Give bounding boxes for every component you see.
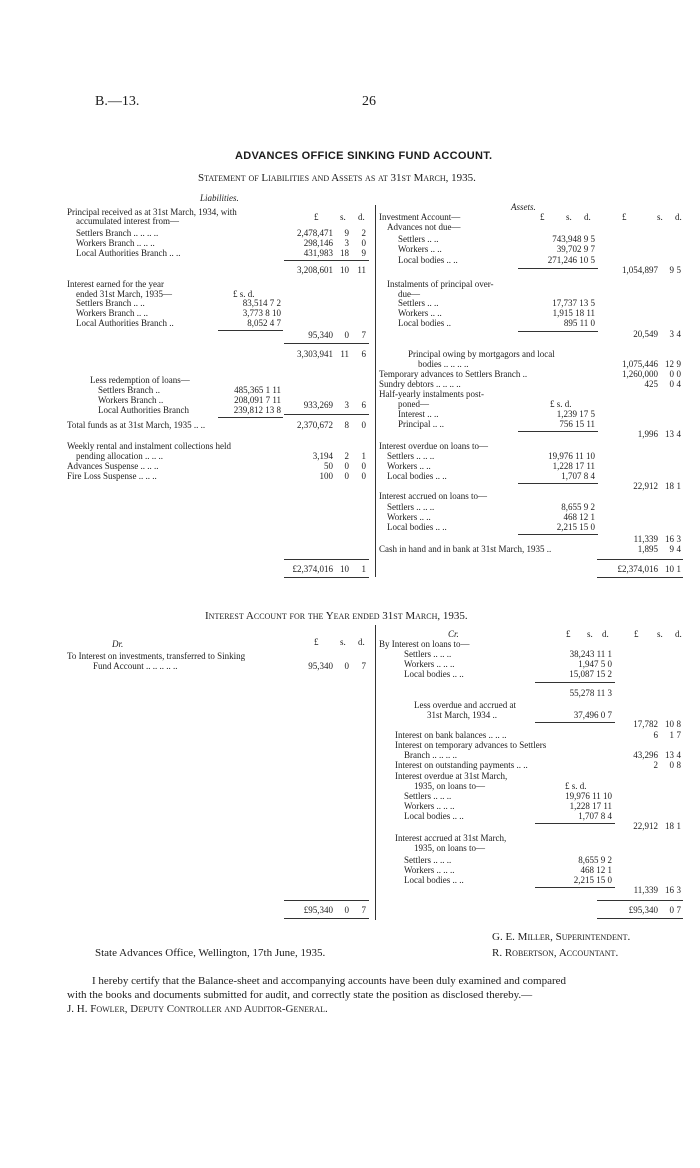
inst-settlers-value: 17,737 13 5 xyxy=(552,298,595,308)
page-number: 26 xyxy=(362,94,376,109)
overdue-total-pounds: 22,912 xyxy=(633,481,658,491)
loans-settlers-label: Settlers .. .. .. xyxy=(404,649,452,659)
cr-accrued-settlers-label: Settlers .. .. .. xyxy=(404,855,452,865)
loans-local-value: 15,087 15 2 xyxy=(569,669,612,679)
outstanding-payments-pounds: 2 xyxy=(653,760,658,770)
cr-accrued-workers-value: 468 12 1 xyxy=(580,865,612,875)
rule xyxy=(518,483,598,484)
redemption-total-pence: 6 xyxy=(361,400,366,410)
rule xyxy=(284,414,369,415)
overdue-local-value: 1,707 8 4 xyxy=(561,471,595,481)
total-funds-pence: 0 xyxy=(361,420,366,430)
less-overdue-heading: Less overdue and accrued at xyxy=(414,700,516,710)
accrued-heading: Interest accrued on loans to— xyxy=(379,491,487,501)
dr-grand-shillings: 0 xyxy=(344,905,349,915)
interest-workers-label: Workers Branch .. .. xyxy=(76,308,149,318)
assets-inner-pence-header: d. xyxy=(584,212,591,222)
accrued-local-value: 2,215 15 0 xyxy=(556,522,595,532)
redemption-workers-value: 208,091 7 11 xyxy=(234,395,281,405)
rule xyxy=(284,900,369,901)
redemption-local-label: Local Authorities Branch xyxy=(98,405,189,415)
assets-outer-shilling-header: s. xyxy=(657,212,663,222)
advances-suspense-shillings: 0 xyxy=(344,461,349,471)
dr-pound-header: £ xyxy=(314,637,319,647)
principal-total-pence: 11 xyxy=(357,265,366,275)
rule xyxy=(597,900,683,901)
rule xyxy=(518,431,598,432)
redemption-local-value: 239,812 13 8 xyxy=(233,405,281,415)
temp-advances-interest-shillings: 13 xyxy=(665,750,674,760)
column-divider xyxy=(375,625,376,920)
accrued-total-shillings: 16 xyxy=(665,534,674,544)
dr-grand-pounds: £95,340 xyxy=(303,905,333,915)
interest-total-pounds: 95,340 xyxy=(308,330,333,340)
cash-pounds: 1,895 xyxy=(637,544,658,554)
liab-shilling-header: s. xyxy=(340,212,346,222)
bank-balances-pence: 7 xyxy=(676,730,681,740)
half-interest-label: Interest .. .. xyxy=(398,409,439,419)
sundry-debtors-label: Sundry debtors .. .. .. .. xyxy=(379,379,461,389)
interest-settlers-value: 83,514 7 2 xyxy=(242,298,281,308)
accrued-local-label: Local bodies .. .. xyxy=(387,522,447,532)
temp-advances-interest-label: Interest on temporary advances to Settlers xyxy=(395,740,547,750)
advances-suspense-label: Advances Suspense .. .. .. xyxy=(67,461,159,471)
mortgagors-sub: bodies .. .. .. .. xyxy=(418,359,469,369)
accrued-total-pence: 3 xyxy=(676,534,681,544)
loans-net-pounds: 17,782 xyxy=(633,719,658,729)
redemption-total-pounds: 933,269 xyxy=(303,400,333,410)
liabilities-heading: Liabilities. xyxy=(200,193,239,203)
investment-heading: Investment Account— xyxy=(379,212,461,222)
cr-overdue-workers-value: 1,228 17 11 xyxy=(569,801,612,811)
liab-pence-header: d. xyxy=(358,212,365,222)
interest-settlers-label: Settlers Branch .. .. xyxy=(76,298,145,308)
loans-net-shillings: 10 xyxy=(665,719,674,729)
temp-advances-interest-sub: Branch .. .. .. .. xyxy=(404,750,457,760)
interest-earned-sub: ended 31st March, 1935— xyxy=(76,289,172,299)
cr-overdue-total-pence: 1 xyxy=(676,821,681,831)
half-yearly-currency: £ s. d. xyxy=(550,399,572,409)
assets-heading: Assets. xyxy=(511,202,536,212)
cr-accrued-total-shillings: 16 xyxy=(665,885,674,895)
principal-settlers-pence: 2 xyxy=(361,228,366,238)
mortgagors-pounds: 1,075,446 xyxy=(622,359,658,369)
credit-heading: Cr. xyxy=(448,629,459,639)
principal-total-pounds: 3,208,601 xyxy=(297,265,333,275)
cr-outer-pence-header: d. xyxy=(675,629,682,639)
overdue-settlers-value: 19,976 11 10 xyxy=(548,451,595,461)
certificate-line-3: J. H. Fowler, Deputy Controller and Auditor-General. xyxy=(67,1003,328,1015)
cash-shillings: 9 xyxy=(669,544,674,554)
subtotal-pence: 6 xyxy=(361,349,366,359)
principal-local-label: Local Authorities Branch .. .. xyxy=(76,248,181,258)
half-principal-label: Principal .. .. xyxy=(398,419,444,429)
cr-overdue-total-pounds: 22,912 xyxy=(633,821,658,831)
cr-overdue-total-shillings: 18 xyxy=(665,821,674,831)
temporary-advances-label: Temporary advances to Settlers Branch .. xyxy=(379,369,528,379)
adv-settlers-label: Settlers .. .. xyxy=(398,234,439,244)
cr-overdue-settlers-label: Settlers .. .. .. xyxy=(404,791,452,801)
loans-workers-value: 1,947 5 0 xyxy=(578,659,612,669)
adv-local-label: Local bodies .. .. xyxy=(398,255,458,265)
dr-shilling-header: s. xyxy=(340,637,346,647)
interest-total-shillings: 0 xyxy=(344,330,349,340)
fire-loss-shillings: 0 xyxy=(344,471,349,481)
half-interest-value: 1,239 17 5 xyxy=(556,409,595,419)
cr-inner-pound-header: £ xyxy=(566,629,571,639)
dr-line-2: Fund Account .. .. .. .. .. xyxy=(93,661,178,671)
cr-grand-shillings: 0 xyxy=(669,905,674,915)
overdue-settlers-label: Settlers .. .. .. xyxy=(387,451,435,461)
loans-workers-label: Workers .. .. .. xyxy=(404,659,455,669)
rule xyxy=(284,343,369,344)
rule xyxy=(284,577,369,578)
adv-settlers-value: 743,948 9 5 xyxy=(552,234,595,244)
principal-settlers-label: Settlers Branch .. .. .. .. xyxy=(76,228,159,238)
bank-balances-shillings: 1 xyxy=(669,730,674,740)
outstanding-payments-label: Interest on outstanding payments .. .. xyxy=(395,760,528,770)
cash-label: Cash in hand and in bank at 31st March, 1935 .. xyxy=(379,544,552,554)
adv-total-pounds: 1,054,897 xyxy=(622,265,658,275)
mortgagors-pence: 9 xyxy=(676,359,681,369)
dr-pence-header: d. xyxy=(358,637,365,647)
principal-settlers-shillings: 9 xyxy=(344,228,349,238)
rule xyxy=(518,331,598,332)
principal-heading: Principal received as at 31st March, 1934, with xyxy=(67,207,237,217)
sundry-debtors-pounds: 425 xyxy=(644,379,658,389)
rule xyxy=(597,559,683,560)
rule xyxy=(218,417,283,418)
fire-loss-pounds: 100 xyxy=(319,471,333,481)
temporary-advances-shillings: 0 xyxy=(669,369,674,379)
half-principal-value: 756 15 11 xyxy=(559,419,595,429)
inst-total-pence: 4 xyxy=(676,329,681,339)
instalments-sub: due— xyxy=(398,289,420,299)
cash-pence: 4 xyxy=(676,544,681,554)
column-divider xyxy=(375,205,376,577)
rule xyxy=(597,918,683,919)
half-yearly-heading: Half-yearly instalments post- xyxy=(379,389,484,399)
redemption-workers-label: Workers Branch .. xyxy=(98,395,164,405)
inst-total-shillings: 3 xyxy=(669,329,674,339)
fire-loss-pence: 0 xyxy=(361,471,366,481)
assets-inner-pound-header: £ xyxy=(540,212,545,222)
cr-accrued-local-value: 2,215 15 0 xyxy=(573,875,612,885)
cr-accrued-local-label: Local bodies .. .. xyxy=(404,875,464,885)
accrued-settlers-value: 8,655 9 2 xyxy=(561,502,595,512)
temp-advances-interest-pence: 4 xyxy=(676,750,681,760)
outstanding-payments-shillings: 0 xyxy=(669,760,674,770)
adv-workers-value: 39,702 9 7 xyxy=(556,244,595,254)
dr-value-pounds: 95,340 xyxy=(308,661,333,671)
total-funds-shillings: 8 xyxy=(344,420,349,430)
redemption-heading: Less redemption of loans— xyxy=(90,375,190,385)
principal-settlers-pounds: 2,478,471 xyxy=(297,228,333,238)
interest-local-value: 8,052 4 7 xyxy=(247,318,281,328)
half-total-pounds: 1,996 xyxy=(637,429,658,439)
total-funds-pounds: 2,370,672 xyxy=(297,420,333,430)
redemption-settlers-value: 485,365 1 11 xyxy=(234,385,281,395)
rule xyxy=(518,534,598,535)
interest-earned-currency: £ s. d. xyxy=(233,289,255,299)
weekly-sub: pending allocation .. .. .. xyxy=(76,451,163,461)
instalments-heading: Instalments of principal over- xyxy=(387,279,494,289)
temp-advances-interest-pounds: 43,296 xyxy=(633,750,658,760)
loans-settlers-value: 38,243 11 1 xyxy=(569,649,612,659)
principal-local-pence: 9 xyxy=(361,248,366,258)
temporary-advances-pence: 0 xyxy=(676,369,681,379)
inst-local-value: 895 11 0 xyxy=(563,318,595,328)
inst-workers-label: Workers .. .. xyxy=(398,308,442,318)
principal-workers-label: Workers Branch .. .. .. xyxy=(76,238,155,248)
cr-outer-shilling-header: s. xyxy=(657,629,663,639)
accrued-workers-label: Workers .. .. xyxy=(387,512,431,522)
principal-local-shillings: 18 xyxy=(340,248,349,258)
loans-sum-value: 55,278 11 3 xyxy=(569,688,612,698)
inst-local-label: Local bodies .. xyxy=(398,318,451,328)
document-title: ADVANCES OFFICE SINKING FUND ACCOUNT. xyxy=(235,150,493,162)
cr-accrued-workers-label: Workers .. .. .. xyxy=(404,865,455,875)
total-funds-label: Total funds as at 31st March, 1935 .. .. xyxy=(67,420,206,430)
rule xyxy=(518,268,598,269)
subtotal-shillings: 11 xyxy=(340,349,349,359)
assets-grand-pounds: £2,374,016 xyxy=(617,564,658,574)
cr-inner-shilling-header: s. xyxy=(587,629,593,639)
adv-local-value: 271,246 10 5 xyxy=(547,255,595,265)
liab-pound-header: £ xyxy=(314,212,319,222)
inst-workers-value: 1,915 18 11 xyxy=(552,308,595,318)
cr-accrued-sub: 1935, on loans to— xyxy=(414,843,485,853)
bank-balances-label: Interest on bank balances .. .. .. xyxy=(395,730,507,740)
inst-settlers-label: Settlers .. .. xyxy=(398,298,439,308)
weekly-pounds: 3,194 xyxy=(312,451,333,461)
assets-outer-pound-header: £ xyxy=(622,212,627,222)
adv-total-pence: 5 xyxy=(676,265,681,275)
liabilities-grand-pounds: £2,374,016 xyxy=(292,564,333,574)
dr-value-pence: 7 xyxy=(361,661,366,671)
cr-overdue-local-label: Local bodies .. .. xyxy=(404,811,464,821)
liabilities-grand-shillings: 10 xyxy=(340,564,349,574)
inst-total-pounds: 20,549 xyxy=(633,329,658,339)
cr-accrued-settlers-value: 8,655 9 2 xyxy=(578,855,612,865)
cr-grand-pounds: £95,340 xyxy=(628,905,658,915)
cr-overdue-currency: £ s. d. xyxy=(565,781,587,791)
office-dateline: State Advances Office, Wellington, 17th June, 1935. xyxy=(95,947,326,959)
cr-overdue-workers-label: Workers .. .. .. xyxy=(404,801,455,811)
cr-outer-pound-header: £ xyxy=(634,629,639,639)
overdue-workers-value: 1,228 17 11 xyxy=(552,461,595,471)
rule xyxy=(535,682,615,683)
redemption-settlers-label: Settlers Branch .. xyxy=(98,385,160,395)
interest-earned-heading: Interest earned for the year xyxy=(67,279,164,289)
weekly-shillings: 2 xyxy=(344,451,349,461)
superintendent-signature: G. E. Miller, Superintendent. xyxy=(492,931,631,943)
accrued-workers-value: 468 12 1 xyxy=(563,512,595,522)
interest-account-subtitle: Interest Account for the Year ended 31st March, 1935. xyxy=(205,610,468,622)
assets-grand-pence: 1 xyxy=(676,564,681,574)
accrued-total-pounds: 11,339 xyxy=(633,534,658,544)
cr-overdue-heading: Interest overdue at 31st March, xyxy=(395,771,508,781)
interest-local-label: Local Authorities Branch .. xyxy=(76,318,174,328)
accrued-settlers-label: Settlers .. .. .. xyxy=(387,502,435,512)
assets-grand-shillings: 10 xyxy=(665,564,674,574)
half-total-pence: 4 xyxy=(676,429,681,439)
mortgagors-heading: Principal owing by mortgagors and local xyxy=(408,349,555,359)
cr-accrued-heading: Interest accrued at 31st March, xyxy=(395,833,507,843)
principal-workers-pounds: 298,146 xyxy=(303,238,333,248)
certificate-line-2: with the books and documents submitted for audit, and correctly state the position as disclosed thereby.— xyxy=(67,989,533,1001)
dr-grand-pence: 7 xyxy=(361,905,366,915)
cr-inner-pence-header: d. xyxy=(602,629,609,639)
overdue-workers-label: Workers .. .. xyxy=(387,461,431,471)
cr-overdue-settlers-value: 19,976 11 10 xyxy=(565,791,612,801)
weekly-label: Weekly rental and instalment collections held xyxy=(67,441,231,451)
liabilities-grand-pence: 1 xyxy=(361,564,366,574)
principal-local-pounds: 431,983 xyxy=(303,248,333,258)
overdue-local-label: Local bodies .. .. xyxy=(387,471,447,481)
bank-balances-pounds: 6 xyxy=(653,730,658,740)
less-overdue-sub: 31st March, 1934 .. xyxy=(427,710,497,720)
half-total-shillings: 13 xyxy=(665,429,674,439)
principal-workers-shillings: 3 xyxy=(344,238,349,248)
weekly-pence: 1 xyxy=(361,451,366,461)
overdue-total-shillings: 18 xyxy=(665,481,674,491)
fire-loss-label: Fire Loss Suspense .. .. .. xyxy=(67,471,157,481)
sundry-debtors-shillings: 0 xyxy=(669,379,674,389)
adv-workers-label: Workers .. .. xyxy=(398,244,442,254)
rule xyxy=(284,260,369,261)
interest-workers-value: 3,773 8 10 xyxy=(242,308,281,318)
page-reference: B.—13. xyxy=(95,94,140,109)
rule xyxy=(597,577,683,578)
interest-total-pence: 7 xyxy=(361,330,366,340)
loans-net-pence: 8 xyxy=(676,719,681,729)
principal-total-shillings: 10 xyxy=(340,265,349,275)
outstanding-payments-pence: 8 xyxy=(676,760,681,770)
cr-accrued-total-pounds: 11,339 xyxy=(633,885,658,895)
rule xyxy=(284,918,369,919)
debit-heading: Dr. xyxy=(112,639,124,649)
cr-grand-pence: 7 xyxy=(676,905,681,915)
redemption-total-shillings: 3 xyxy=(344,400,349,410)
dr-value-shillings: 0 xyxy=(344,661,349,671)
loans-local-label: Local bodies .. .. xyxy=(404,669,464,679)
statement-subtitle: Statement of Liabilities and Assets as at 31st March, 1935. xyxy=(198,172,476,184)
cr-overdue-local-value: 1,707 8 4 xyxy=(578,811,612,821)
temporary-advances-pounds: 1,260,000 xyxy=(622,369,658,379)
advances-suspense-pence: 0 xyxy=(361,461,366,471)
overdue-total-pence: 1 xyxy=(676,481,681,491)
less-overdue-value: 37,496 0 7 xyxy=(573,710,612,720)
sundry-debtors-pence: 4 xyxy=(676,379,681,389)
adv-total-shillings: 9 xyxy=(669,265,674,275)
half-yearly-sub: poned— xyxy=(398,399,429,409)
assets-outer-pence-header: d. xyxy=(675,212,682,222)
certificate-line-1: I hereby certify that the Balance-sheet and accompanying accounts have been duly examined and compared xyxy=(92,975,567,987)
accountant-signature: R. Robertson, Accountant. xyxy=(492,947,619,959)
mortgagors-shillings: 12 xyxy=(665,359,674,369)
cr-accrued-total-pence: 3 xyxy=(676,885,681,895)
overdue-heading: Interest overdue on loans to— xyxy=(379,441,488,451)
subtotal-pounds: 3,303,941 xyxy=(297,349,333,359)
by-interest-heading: By Interest on loans to— xyxy=(379,639,470,649)
advances-not-due-heading: Advances not due— xyxy=(387,222,461,232)
advances-suspense-pounds: 50 xyxy=(324,461,333,471)
rule xyxy=(284,559,369,560)
principal-workers-pence: 0 xyxy=(361,238,366,248)
dr-line-1: To Interest on investments, transferred to Sinking xyxy=(67,651,246,661)
assets-inner-shilling-header: s. xyxy=(566,212,572,222)
accumulated-label: accumulated interest from— xyxy=(76,216,179,226)
cr-overdue-sub: 1935, on loans to— xyxy=(414,781,485,791)
